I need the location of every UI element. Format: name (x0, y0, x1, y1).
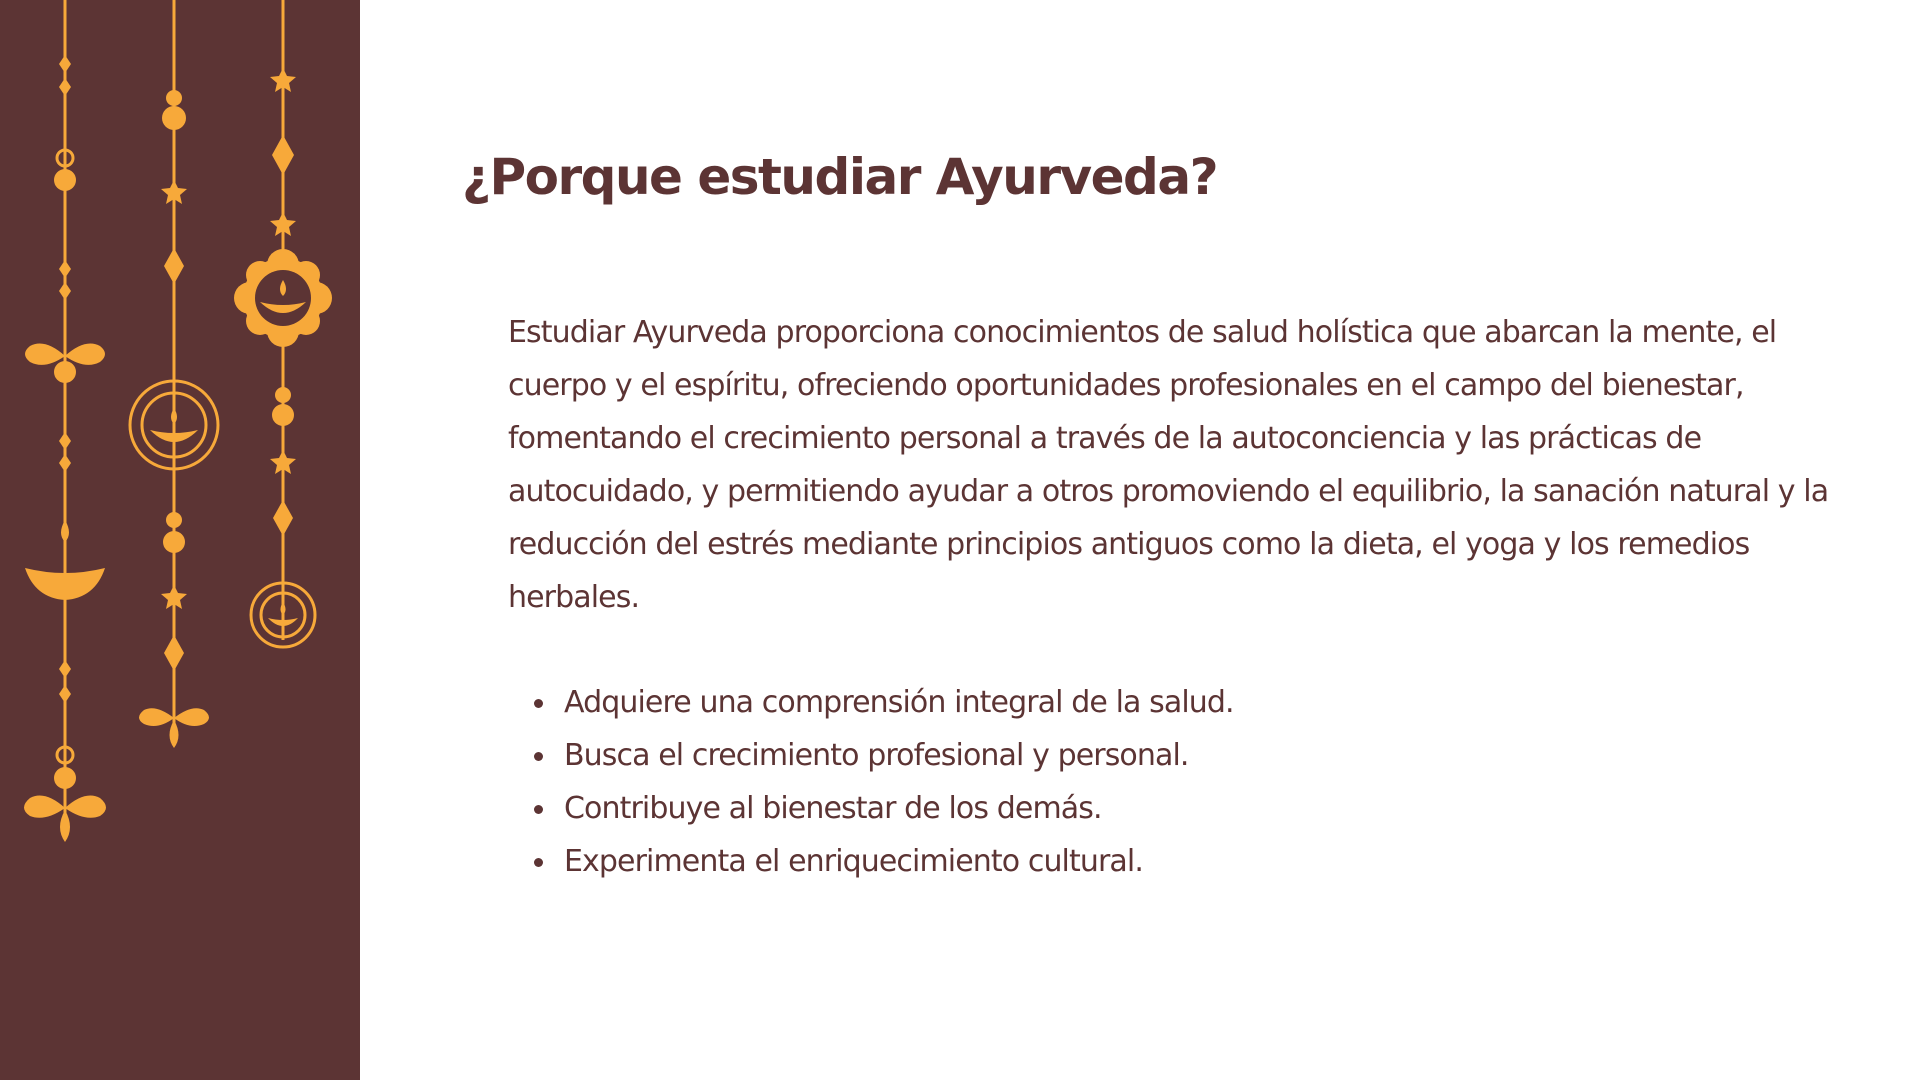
hanging-ornaments-illustration (0, 0, 360, 1080)
garland-middle (130, 0, 218, 748)
bullet-item: Adquiere una comprensión integral de la salud. (564, 676, 1234, 729)
bullet-item: Experimenta el enriquecimiento cultural. (564, 835, 1234, 888)
bullet-item: Busca el crecimiento profesional y personal. (564, 729, 1234, 782)
bullet-item: Contribuye al bienestar de los demás. (564, 782, 1234, 835)
bullet-list (508, 676, 1234, 888)
garland-right (234, 0, 332, 647)
garland-left (24, 0, 106, 842)
slide-title: ¿Porque estudiar Ayurveda? (462, 148, 1218, 206)
slide-body-paragraph: Estudiar Ayurveda proporciona conocimientos de salud holística que abarcan la mente, el cuerpo y el espíritu, ofreciendo oportunidades profesionales en el campo del bienestar, fomentando el crecimiento personal a través de la autoconciencia y las prácticas de autocuidado, y permitiendo ayudar a otros promoviendo el equilibrio, la sanación natural y la reducción del estrés mediante principios antiguos como la dieta, el yoga y los remedios herbales. (508, 315, 1829, 615)
decorative-side-panel (0, 0, 360, 1080)
